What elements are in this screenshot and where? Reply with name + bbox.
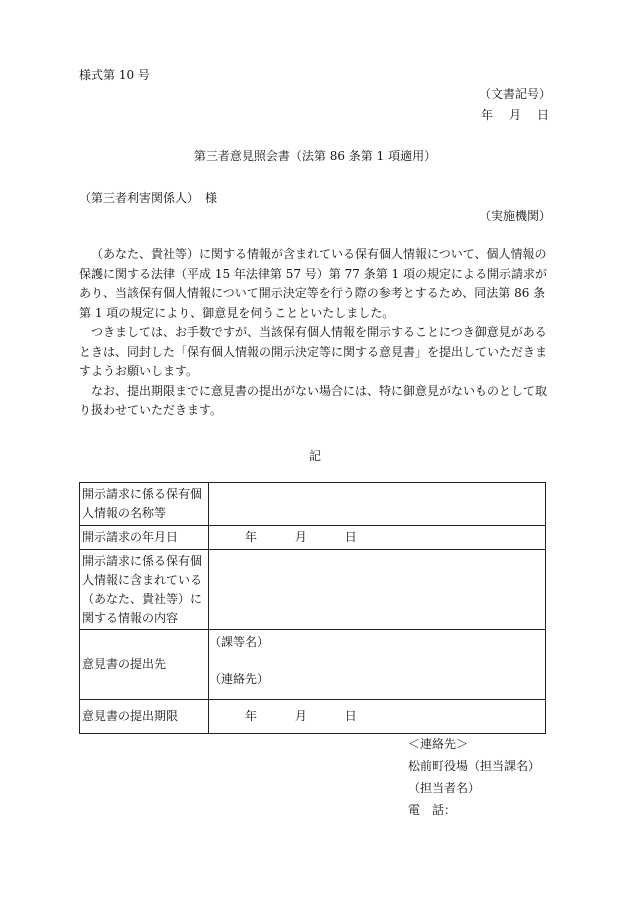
contact-heading: ＜連絡先＞ [408,737,469,751]
contact-phone: 電 話： [408,803,457,817]
date-line: 年 月 日 [480,108,551,122]
contact-person: （担当者名） [408,781,481,795]
row-label-deadline: 意見書の提出期限 [80,700,209,734]
ki-heading: 記 [308,449,321,463]
addressee: （第三者利害関係人） 様 [79,191,218,205]
body-paragraph-2: つきましては、お手数ですが、当該保有個人情報を開示することにつき御意見があるときは、同封した「保有個人情報の開示決定等に関する意見書」を提出していただきますようお願いします。 [79,325,548,378]
contact-block [408,733,540,821]
row-value-deadline [209,700,546,734]
row-label-request-date: 開示請求の年月日 [80,526,209,550]
deadline-year: 年 [245,709,258,723]
row-value-submit-to [209,630,546,700]
document-title: 第三者意見照会書（法第 86 条第 1 項適用） [193,149,437,163]
deadline-day: 日 [344,709,357,723]
department-name-label: （課等名） [209,635,270,649]
date-month: 月 [294,530,307,544]
row-value-info-content [209,550,546,630]
date-day: 日 [344,530,357,544]
row-label-submit-to: 意見書の提出先 [80,630,209,700]
row-value-info-name [209,483,546,526]
table-row [80,550,546,630]
sender-agency: （実施機関） [478,209,551,223]
form-number: 様式第 10 号 [79,68,150,82]
row-value-request-date [209,526,546,550]
date-year: 年 [245,530,258,544]
info-table [79,482,546,734]
body-paragraph-1: （あなた、貴社等）に関する情報が含まれている保有個人情報について、個人情報の保護に関する法律（平成 15 年法律第 57 号）第 77 条第 1 項の規定による開示請求があり、当該保有個人情報について開示決定等を行う際の参考とするため、同法第 86 条第 1 項の規定により、御意見を伺うことといたしました。 [79,247,547,320]
table-row [80,630,546,700]
deadline-month: 月 [294,709,307,723]
document-reference: （文書記号） [478,87,551,101]
contact-office: 松前町役場（担当課名） [408,759,541,773]
row-label-info-content: 開示請求に係る保有個人情報に含まれている（あなた、貴社等）に関する情報の内容 [80,550,209,630]
table-row [80,483,546,526]
table-row [80,700,546,734]
contact-info-label: （連絡先） [209,672,270,686]
row-label-info-name: 開示請求に係る保有個人情報の名称等 [80,483,209,526]
body-paragraph-3: なお、提出期限までに意見書の提出がない場合には、特に御意見がないものとして取り扱わせていただきます。 [79,383,548,417]
body-text [79,245,549,421]
table-row [80,526,546,550]
